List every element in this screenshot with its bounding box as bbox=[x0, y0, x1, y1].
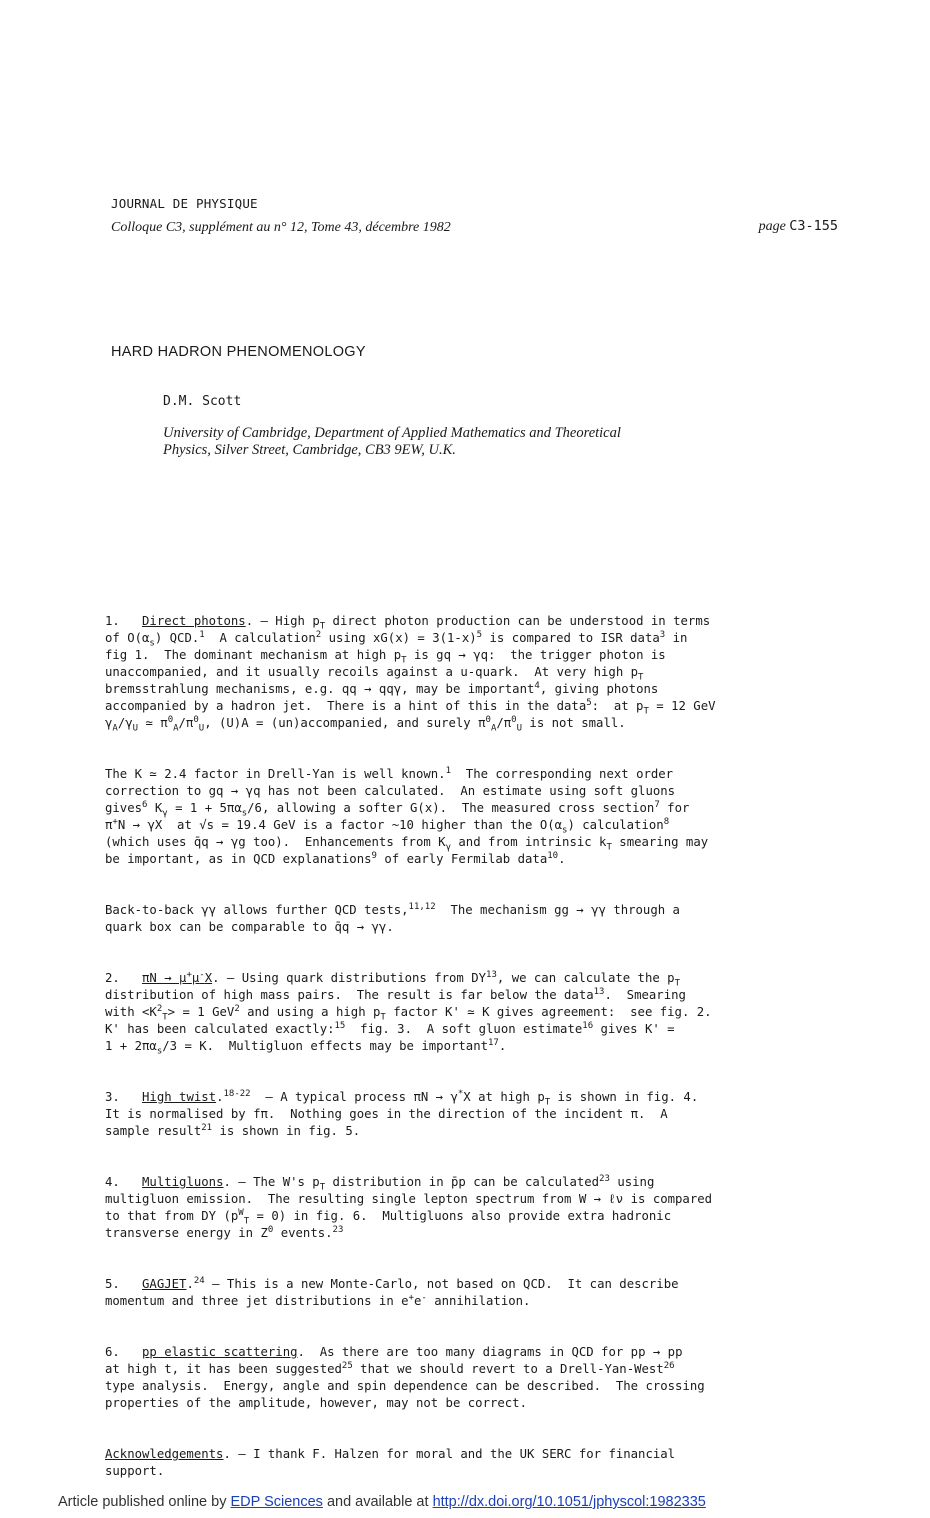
paragraph-k-factor: The K ≃ 2.4 factor in Drell-Yan is well known.$^1$ The corresponding next order correction to gq → γq has not been calculated. An estimate using soft gluons gives$^6$ $K_\gamma = 1 + 5\pi\alpha_s/6$, allowing a softer G(x). The measured cross section$^7$ for π+N → γX at √s = 19.4 GeV is a factor ~10 higher than the $O(\alpha_s)$ calculation$^8$ (which uses q̄q → γg too). Enhancements from $K_\gamma$ and from intrinsic $k_T$ smearing may be important, as in QCD explanations$^9$ of early Fermilab data$^{10}$. bbox=[105, 765, 709, 866]
section-2-drell-yan: 2. πN → μ+μ-X. — Using quark distributions from DY$^{13}$, we can calculate the $p_T$ distribution of high mass pairs. The result is far below the data$^{13}$. Smearing with $<K^2_T> = 1$ GeV$^2$ and using a high $p_T$ factor K' ≃ K gives agreement: see fig. 2. K' has been calculated exactly:$^{15}$ fig. 3. A soft gluon estimate$^{16}$ gives K' = $1 + 2\pi\alpha_s/3 = K$. Multigluon effects may be important$^{17}$. bbox=[105, 969, 712, 1057]
affiliation-line-2: Physics, Silver Street, Cambridge, CB3 9EW, U.K. bbox=[163, 442, 456, 458]
page-number bbox=[759, 218, 838, 235]
paragraph-back-to-back: Back-to-back γγ allows further QCD tests,$^{11,12}$ The mechanism gg → γγ through a quark box can be comparable to q̄q → γγ. bbox=[105, 901, 680, 934]
acknowledgements: Acknowledgements. — I thank F. Halzen for moral and the UK SERC for financial support. bbox=[105, 1447, 676, 1478]
footer-middle: and available at bbox=[322, 1494, 433, 1510]
journal-name: JOURNAL DE PHYSIQUE bbox=[111, 196, 258, 211]
colloque-info: Colloque C3, supplément au n° 12, Tome 43, décembre 1982 bbox=[111, 220, 451, 235]
affiliation bbox=[163, 425, 823, 459]
author: D.M. Scott bbox=[163, 394, 242, 409]
page-label: page bbox=[758, 219, 786, 234]
affiliation-line-1: University of Cambridge, Department of Applied Mathematics and Theoretical bbox=[163, 425, 621, 441]
section-5-gagjet: 5. GAGJET.$^{24}$ — This is a new Monte-Carlo, not based on QCD. It can describe momentum and three jet distributions in e+e- annihilation. bbox=[105, 1275, 679, 1308]
page-number-value: C3-155 bbox=[789, 218, 838, 234]
section-1-direct-photons: 1. Direct photons. — High $p_T$ direct photon production can be understood in terms of $O(\alpha_s)$ QCD.$^1$ A calculation$^2$ using $xG(x) = 3(1-x)^5$ is compared to ISR data$^3$ in fig 1. The dominant mechanism at high $p_T$ is gq → γq: the trigger photon is unaccompanied, and it usually recoils against a u-quark. At very high $p_T$ bremsstrahlung mechanisms, e.g. qq → qqγ, may be important$^4$, giving photons accompanied by a hadron jet. There is a hint of this in the data$^5$: at $p_T = 12$ GeV $\gamma_A/\gamma_U$ ≃ $\pi^0_A/\pi^0_U$, (U)A = (un)accompanied, and surely $\pi^0_A/\pi^0_U$ is not small. bbox=[105, 614, 716, 734]
doi-link[interactable]: http://dx.doi.org/10.1051/jphyscol:1982335 bbox=[432, 1494, 706, 1510]
publisher-link[interactable]: EDP Sciences bbox=[230, 1494, 323, 1510]
section-3-high-twist: 3. High twist.$^{18-22}$ — A typical process πN → γ*X at high $p_T$ is shown in fig. 4. It is normalised by fπ. Nothing goes in the direction of the incident π. A sample result$^{21}$ is shown in fig. 5. bbox=[105, 1088, 699, 1138]
body-text bbox=[105, 596, 835, 1514]
section-4-multigluons: 4. Multigluons. — The W's $p_T$ distribution in p̄p can be calculated$^{23}$ using multigluon emission. The resulting single lepton spectrum from W → ℓν is compared to that from DY $(p^W_T = 0)$ in fig. 6. Multigluons also provide extra hadronic transverse energy in $Z^0$ events.$^{23}$ bbox=[105, 1173, 713, 1240]
section-6-pp-elastic: 6. pp elastic scattering. As there are too many diagrams in QCD for pp → pp at high t, it has been suggested$^{25}$ that we should revert to a Drell-Yan-West$^{26}$ type analysis. Energy, angle and spin dependence can be described. The crossing properties of the amplitude, however, may not be correct. bbox=[105, 1345, 705, 1410]
footer-notice bbox=[58, 1494, 706, 1510]
paper-title: HARD HADRON PHENOMENOLOGY bbox=[111, 344, 366, 360]
footer-prefix: Article published online by bbox=[58, 1494, 231, 1510]
